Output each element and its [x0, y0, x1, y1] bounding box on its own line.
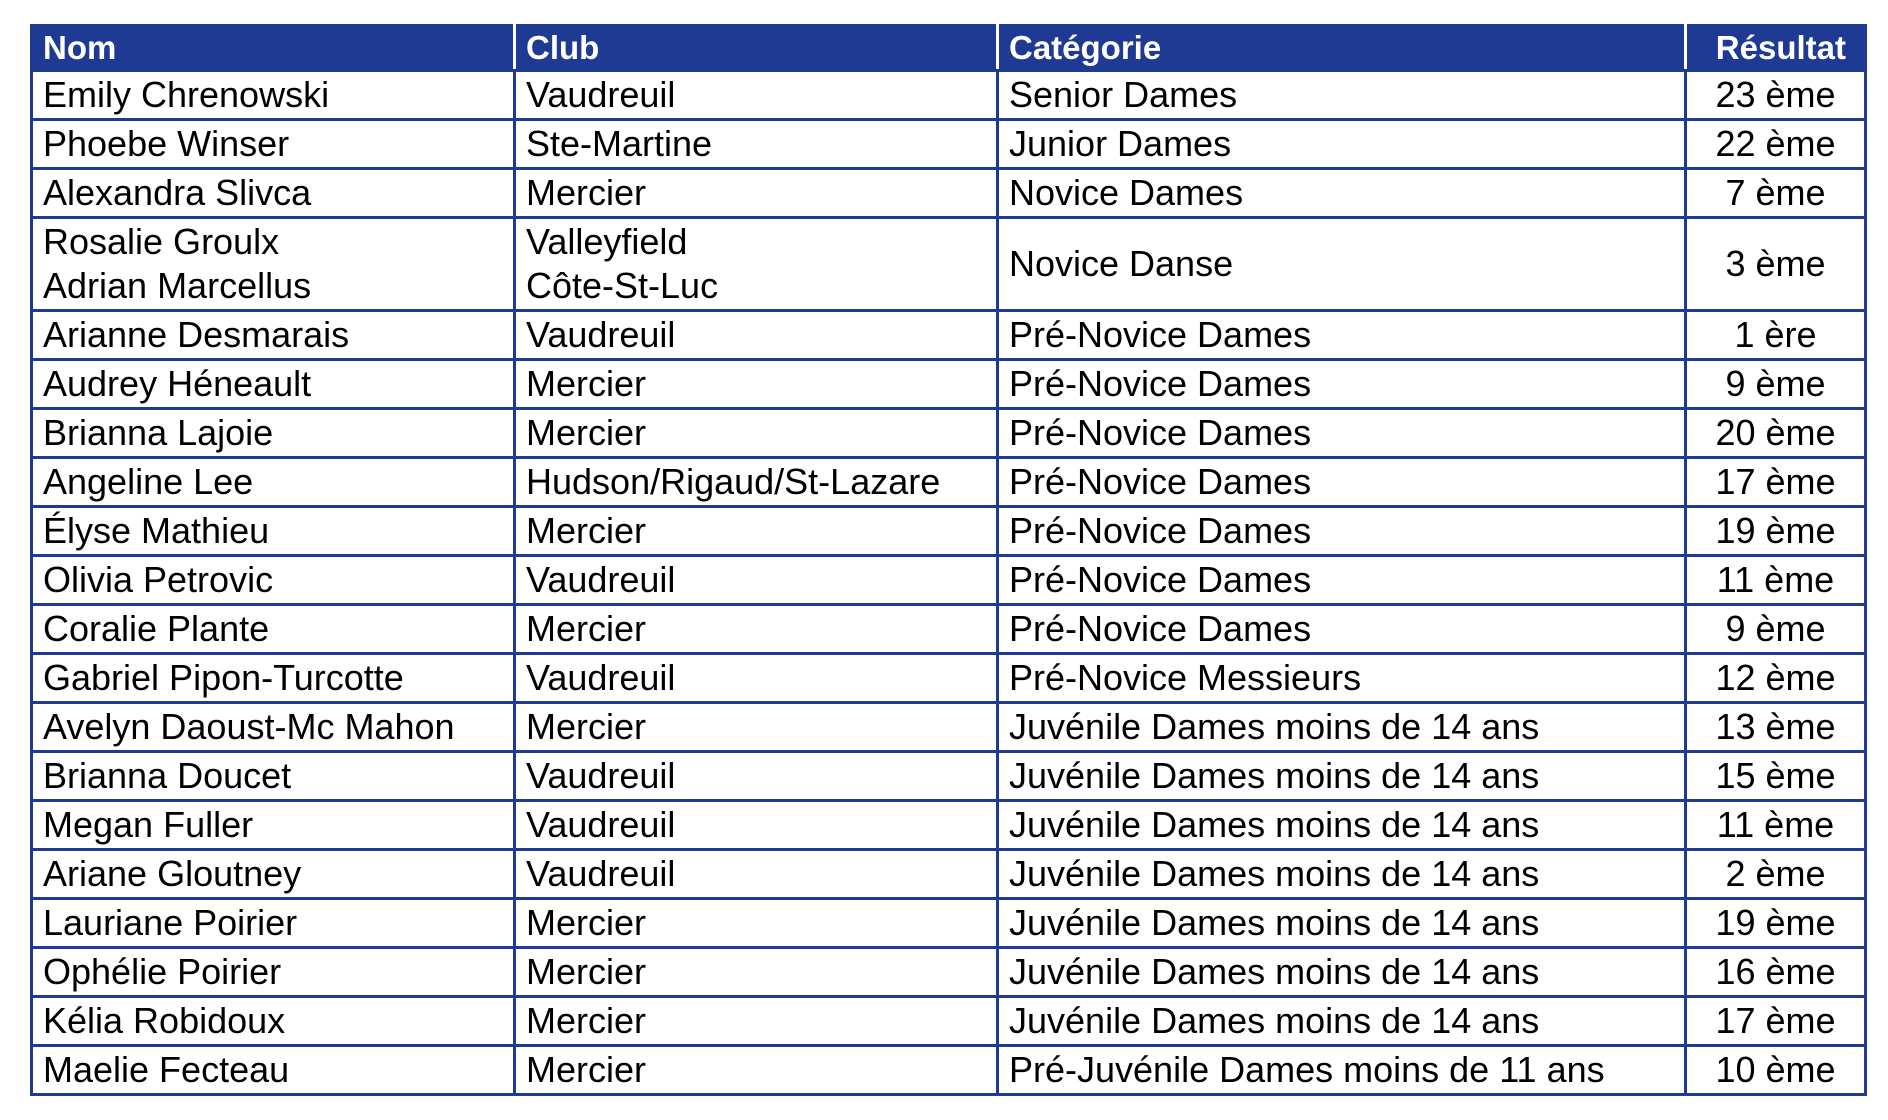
cell-categorie: Juvénile Dames moins de 14 ans	[998, 801, 1686, 850]
table-row	[32, 948, 1866, 997]
cell-nom: Avelyn Daoust-Mc Mahon	[32, 703, 515, 752]
cell-club: Mercier	[515, 948, 998, 997]
cell-resultat: 19 ème	[1686, 899, 1866, 948]
table-row	[32, 1046, 1866, 1095]
cell-categorie: Pré-Novice Dames	[998, 605, 1686, 654]
cell-categorie: Juvénile Dames moins de 14 ans	[998, 997, 1686, 1046]
table-row	[32, 654, 1866, 703]
table-row	[32, 311, 1866, 360]
table-row	[32, 997, 1866, 1046]
table-row	[32, 556, 1866, 605]
cell-club: Mercier	[515, 1046, 998, 1095]
cell-nom: Kélia Robidoux	[32, 997, 515, 1046]
cell-resultat: 11 ème	[1686, 801, 1866, 850]
cell-resultat: 17 ème	[1686, 997, 1866, 1046]
cell-categorie: Senior Dames	[998, 71, 1686, 120]
cell-club: Mercier	[515, 703, 998, 752]
cell-nom: Audrey Héneault	[32, 360, 515, 409]
table-row	[32, 71, 1866, 120]
table-row	[32, 409, 1866, 458]
cell-resultat: 15 ème	[1686, 752, 1866, 801]
cell-club: Vaudreuil	[515, 654, 998, 703]
header-row	[32, 26, 1866, 71]
header-resultat: Résultat	[1686, 26, 1866, 71]
cell-club: Mercier	[515, 605, 998, 654]
table-row	[32, 360, 1866, 409]
cell-resultat: 9 ème	[1686, 360, 1866, 409]
cell-resultat: 1 ère	[1686, 311, 1866, 360]
cell-club	[515, 218, 998, 311]
cell-club: Vaudreuil	[515, 801, 998, 850]
cell-club: Mercier	[515, 360, 998, 409]
cell-categorie: Juvénile Dames moins de 14 ans	[998, 899, 1686, 948]
cell-nom: Élyse Mathieu	[32, 507, 515, 556]
cell-club: Mercier	[515, 507, 998, 556]
cell-club: Vaudreuil	[515, 752, 998, 801]
table-row	[32, 218, 1866, 311]
cell-club-line-1: Valleyfield	[526, 221, 688, 262]
cell-resultat: 19 ème	[1686, 507, 1866, 556]
cell-categorie: Novice Danse	[998, 218, 1686, 311]
cell-categorie: Pré-Novice Dames	[998, 360, 1686, 409]
table-row	[32, 899, 1866, 948]
header-categorie: Catégorie	[998, 26, 1686, 71]
cell-club: Ste-Martine	[515, 120, 998, 169]
cell-categorie: Pré-Novice Dames	[998, 409, 1686, 458]
cell-nom-line-2: Adrian Marcellus	[43, 265, 312, 306]
cell-categorie: Pré-Novice Dames	[998, 556, 1686, 605]
table-row	[32, 801, 1866, 850]
cell-resultat: 13 ème	[1686, 703, 1866, 752]
cell-nom: Ariane Gloutney	[32, 850, 515, 899]
cell-categorie: Pré-Juvénile Dames moins de 11 ans	[998, 1046, 1686, 1095]
header-nom: Nom	[32, 26, 515, 71]
cell-club: Vaudreuil	[515, 850, 998, 899]
header-club: Club	[515, 26, 998, 71]
cell-resultat: 9 ème	[1686, 605, 1866, 654]
cell-nom: Brianna Lajoie	[32, 409, 515, 458]
cell-nom: Maelie Fecteau	[32, 1046, 515, 1095]
cell-club-line-2: Côte-St-Luc	[526, 265, 719, 306]
cell-categorie: Juvénile Dames moins de 14 ans	[998, 948, 1686, 997]
cell-nom: Lauriane Poirier	[32, 899, 515, 948]
table-row	[32, 120, 1866, 169]
table-row	[32, 605, 1866, 654]
cell-categorie: Junior Dames	[998, 120, 1686, 169]
cell-resultat: 12 ème	[1686, 654, 1866, 703]
cell-categorie: Pré-Novice Dames	[998, 458, 1686, 507]
cell-nom	[32, 218, 515, 311]
table-row	[32, 458, 1866, 507]
cell-nom: Olivia Petrovic	[32, 556, 515, 605]
cell-resultat: 17 ème	[1686, 458, 1866, 507]
table-row	[32, 507, 1866, 556]
cell-club: Vaudreuil	[515, 71, 998, 120]
table-row	[32, 169, 1866, 218]
cell-nom-line-1: Rosalie Groulx	[43, 221, 280, 262]
cell-resultat: 11 ème	[1686, 556, 1866, 605]
cell-categorie: Juvénile Dames moins de 14 ans	[998, 752, 1686, 801]
cell-nom: Arianne Desmarais	[32, 311, 515, 360]
cell-categorie: Juvénile Dames moins de 14 ans	[998, 703, 1686, 752]
cell-nom: Gabriel Pipon-Turcotte	[32, 654, 515, 703]
cell-resultat: 7 ème	[1686, 169, 1866, 218]
cell-club: Mercier	[515, 169, 998, 218]
cell-categorie: Pré-Novice Messieurs	[998, 654, 1686, 703]
cell-club: Mercier	[515, 899, 998, 948]
cell-categorie: Novice Dames	[998, 169, 1686, 218]
cell-nom: Phoebe Winser	[32, 120, 515, 169]
cell-nom: Megan Fuller	[32, 801, 515, 850]
cell-categorie: Juvénile Dames moins de 14 ans	[998, 850, 1686, 899]
table-row	[32, 752, 1866, 801]
cell-club: Mercier	[515, 409, 998, 458]
cell-resultat: 10 ème	[1686, 1046, 1866, 1095]
cell-nom: Ophélie Poirier	[32, 948, 515, 997]
cell-resultat: 2 ème	[1686, 850, 1866, 899]
cell-nom: Emily Chrenowski	[32, 71, 515, 120]
cell-club: Mercier	[515, 997, 998, 1046]
cell-resultat: 16 ème	[1686, 948, 1866, 997]
cell-categorie: Pré-Novice Dames	[998, 507, 1686, 556]
cell-resultat: 23 ème	[1686, 71, 1866, 120]
cell-club: Vaudreuil	[515, 311, 998, 360]
results-table	[30, 24, 1867, 1096]
cell-nom: Angeline Lee	[32, 458, 515, 507]
cell-categorie: Pré-Novice Dames	[998, 311, 1686, 360]
cell-club: Vaudreuil	[515, 556, 998, 605]
table-row	[32, 850, 1866, 899]
cell-resultat: 3 ème	[1686, 218, 1866, 311]
cell-resultat: 22 ème	[1686, 120, 1866, 169]
cell-nom: Coralie Plante	[32, 605, 515, 654]
cell-nom: Brianna Doucet	[32, 752, 515, 801]
cell-resultat: 20 ème	[1686, 409, 1866, 458]
cell-club: Hudson/Rigaud/St-Lazare	[515, 458, 998, 507]
table-row	[32, 703, 1866, 752]
cell-nom: Alexandra Slivca	[32, 169, 515, 218]
